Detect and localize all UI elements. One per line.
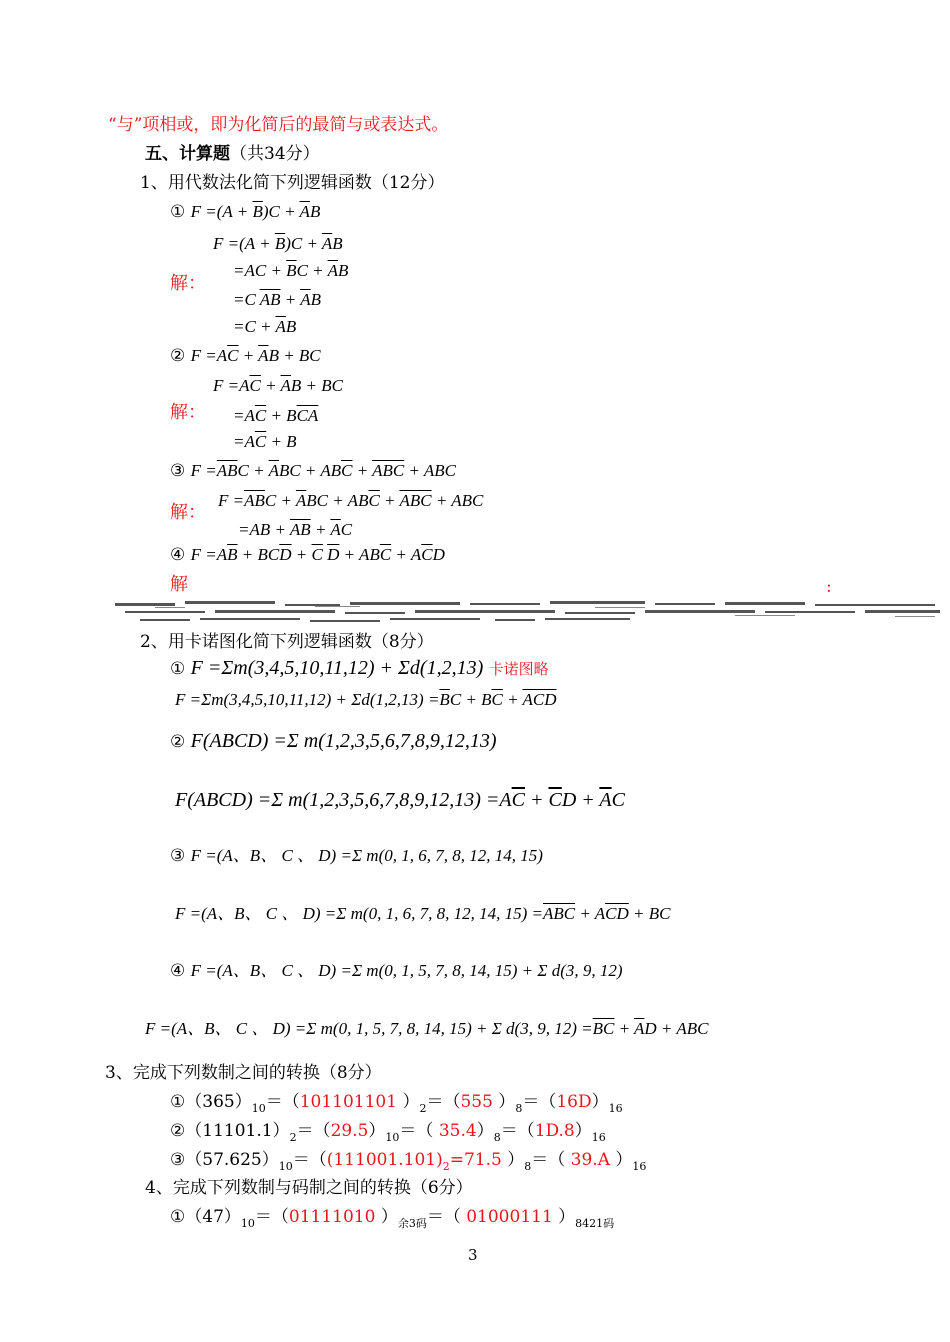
q3-2-base4: 16 — [591, 1131, 606, 1144]
q2-title: 2、用卡诺图化简下列逻辑函数（8分） — [140, 632, 434, 652]
q2-p1-expr: F =Σm(3,4,5,10,11,12) + Σd(1,2,13) — [190, 657, 484, 679]
q1-title: 1、用代数法化简下列逻辑函数（12分） — [140, 173, 445, 193]
q3-2-ans2: 35.4 — [438, 1121, 477, 1141]
q2-p1-num: ① — [170, 659, 186, 679]
q3-2-ans1: 29.5 — [330, 1121, 369, 1141]
q2-p3-expr: F =(A、B、 C 、 D) =Σ m(0, 1, 6, 7, 8, 12, 14, 15) — [190, 846, 543, 865]
q3-3-ans3: 39.A — [570, 1150, 610, 1170]
q1-p4 — [170, 544, 445, 566]
q3-1-ans3: 16D — [556, 1092, 592, 1112]
q3-row-3: $③(57.625)_{10}=((111001.101)_2=71.5$ ）$_8=$（ 39.A ）$_{16}$ — [170, 1150, 647, 1173]
q4-1-code1: 余3码 — [397, 1217, 427, 1230]
q2-p4 — [170, 960, 623, 982]
q3-3-num: ③ — [170, 1150, 186, 1170]
q2-p3-num: ③ — [170, 846, 186, 866]
q3-2-base2: 10 — [385, 1131, 400, 1144]
q1-p1-jie: 解： — [170, 273, 206, 294]
q1-p2-expr: $F =A\overline{C} + \overline{A}B$ + BC — [190, 346, 321, 365]
section-title-text: 五、计算题 — [145, 144, 230, 164]
q1-p4-num: ④ — [170, 545, 186, 565]
q3-1-ans1: 101101101 — [299, 1092, 398, 1112]
q4-title: 4、完成下列数制与码制之间的转换（6分） — [145, 1178, 473, 1198]
q1-p2-jie: 解： — [170, 402, 206, 423]
q3-1-num: ① — [170, 1092, 186, 1112]
q2-p2-answer: F(ABCD) =Σ $m(1,2,3,5,6,7,8,9,12,13) =A\overline{C} + \overline{C}D + \overline{A}C$ — [175, 789, 625, 811]
q4-1-ans1: 01111010 — [288, 1207, 376, 1227]
q1-p1-num: ① — [170, 202, 186, 222]
q2-p2-num: ② — [170, 732, 186, 752]
q3-row-2: $②(11101.1)_2=(29.5)_{10}=$（ $35.4)_8=(1D.8)_{16}$ — [170, 1121, 606, 1144]
q2-p4-answer: F =(A、B、 C 、 D) =Σ m(0, 1, 5, 7, 8, 14, 15) + Σ d(3, 9, $12) =\overline{BC} + \overline{A}D$ + ABC — [145, 1019, 709, 1038]
q1-p4-colon: : — [826, 577, 832, 597]
q3-1-base1: 10 — [251, 1102, 266, 1115]
q1-p1-step1: $F =(A + \overline{B})C + \overline{A}B$ — [213, 234, 343, 253]
q3-3-ans1-sub: 2 — [442, 1160, 450, 1173]
q2-p2 — [170, 730, 497, 753]
q3-title: 3、完成下列数制之间的转换（8分） — [105, 1063, 382, 1083]
q3-2-base3: 8 — [493, 1131, 501, 1144]
q1-p3-jie: 解： — [170, 502, 206, 523]
q1-p2-step1: $F =A\overline{C} + \overline{A}B$ + BC — [213, 376, 343, 395]
q3-2-num: ② — [170, 1121, 186, 1141]
q3-1-base2: 2 — [419, 1102, 427, 1115]
q4-1-base1: 10 — [240, 1217, 255, 1230]
q1-p4-jie: 解 — [170, 574, 188, 595]
q1-p3-expr: $F =\overline{AB}C + \overline{A}BC + AB\overline{C} + \overline{ABC}$ + ABC — [190, 461, 457, 480]
q3-1-base4: 16 — [608, 1102, 623, 1115]
q3-3-base3: 8 — [524, 1160, 532, 1173]
q3-3-ans1: (111001.101) — [326, 1150, 443, 1170]
q2-p1 — [170, 657, 549, 680]
section-title — [145, 143, 320, 165]
q2-p1-note: 卡诺图略 — [488, 660, 549, 678]
q3-3-ans1-tail: =71.5 — [449, 1150, 502, 1170]
q4-1-num: ① — [170, 1207, 186, 1227]
q1-p1-step2: $=AC + \overline{B}C + \overline{A}B$ — [233, 261, 349, 280]
q1-p3-step2: $=AB + \overline{AB} + \overline{A}C$ — [238, 520, 353, 539]
q1-p3-num: ③ — [170, 461, 186, 481]
q2-p3-answer: F =(A、B、 C 、 D) =Σ m(0, 1, 6, 7, 8, 12, 14, $15) =\overline{ABC} + A\overline{CD}$ + BC — [175, 904, 671, 923]
q1-p4-expr: $F =A\overline{B} + BC\overline{D} + \overline{C}$ $\overline{D} + AB\overline{C} + A\overline{C}D$ — [190, 545, 445, 564]
q2-p2-expr: F(ABCD) =Σ m(1,2,3,5,6,7,8,9,12,13) — [190, 730, 497, 752]
q4-1-val: （47） — [185, 1207, 241, 1227]
q2-p3 — [170, 845, 543, 867]
q3-row-1: $①(365)_{10}=(101101101$ ）$_2=(555$ ）$_8=(16D)_{16}$ — [170, 1092, 623, 1115]
intro-line: “与”项相或，即为化简后的最简与或表达式。 — [108, 115, 449, 135]
q1-p2-step3: $=A\overline{C} + B$ — [233, 432, 297, 451]
illegible-text-strip — [115, 597, 945, 627]
q1-p1 — [170, 201, 320, 223]
q4-row-1: $①(47)_{10}=(01111010$ ）$_{余3码}=$（ 01000111 ）$_{8421码}$ — [170, 1207, 615, 1230]
q4-1-ans2: 01000111 — [466, 1207, 553, 1227]
q1-p1-expr: $F =(A + \overline{B})C + \overline{A}B$ — [190, 202, 321, 221]
q1-p1-step4: $=C + \overline{A}B$ — [233, 317, 297, 336]
q2-p4-expr: F =(A、B、 C 、 D) =Σ m(0, 1, 5, 7, 8, 14, 15) + Σ d(3, 9, 12) — [190, 961, 623, 980]
q3-1-ans2: 555 — [460, 1092, 493, 1112]
q3-3-base1: 10 — [278, 1160, 293, 1173]
q3-2-ans3: 1D.8 — [534, 1121, 575, 1141]
q1-p3 — [170, 460, 456, 482]
q1-p3-step1: $F =\overline{AB}C + \overline{A}BC + AB\overline{C} + \overline{ABC}$ + ABC — [218, 491, 484, 510]
q3-2-val: （11101.1） — [185, 1121, 290, 1141]
q1-p2-step2: $=A\overline{C} + B\overline{CA}$ — [233, 406, 319, 425]
q3-2-base1: 2 — [289, 1131, 297, 1144]
q1-p1-step3: =C AB + $\overline{A}B$ — [233, 290, 321, 309]
q3-3-val: （57.625） — [185, 1150, 279, 1170]
q1-p2-num: ② — [170, 346, 186, 366]
q2-p1-answer: $F =\Sigma m(3,4,5,10,11,12) + \Sigma d(1,2,13) =\overline{B}C + B\overline{C} + \overline{ACD}$ — [175, 690, 557, 709]
q4-1-code2: 8421码 — [575, 1217, 615, 1230]
q3-1-val: （365） — [185, 1092, 252, 1112]
page-number: 3 — [468, 1246, 478, 1264]
section-points: （共34分） — [230, 144, 320, 164]
q3-1-base3: 8 — [515, 1102, 523, 1115]
q3-3-base4: 16 — [632, 1160, 647, 1173]
q2-p4-num: ④ — [170, 961, 186, 981]
q1-p2 — [170, 345, 321, 367]
